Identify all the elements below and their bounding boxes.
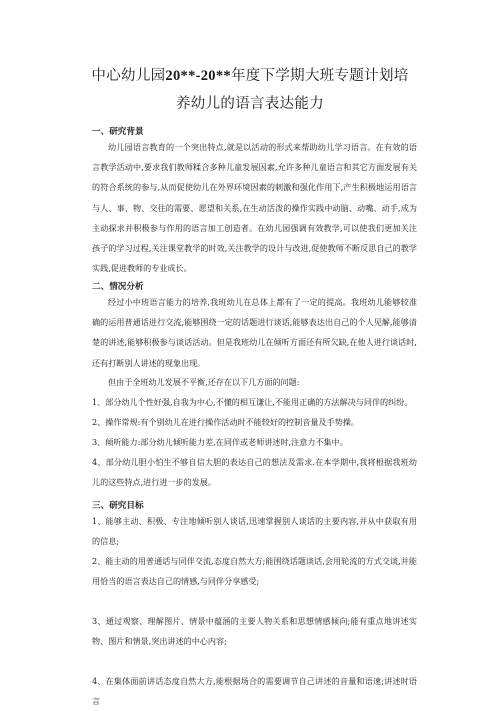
list-item: 1、部分幼儿个性好强,自我为中心,不懂的相互谦让,不能用正确的方法解决与同伴的纠纷。	[92, 397, 413, 407]
list-item: 3、通过观察、理解图片、情景中蕴涵的主要人物关系和思想情感倾向;能有重点地讲述实物、图片和情景,突出讲述的中心内容;	[92, 616, 417, 647]
document-title-line-1	[0, 64, 500, 85]
section-paragraph-analysis: 经过小中班语言能力的培养,我班幼儿在总体上都有了一定的提高。我班幼儿能够较准确的运用普通话进行交流,能够围绕一定的话题进行谈话,能够表达出自己的个人见解,能够清楚的讲述,能够积极参与谈话活动。但是我班幼儿在倾听方面还有所欠缺,在他人进行谈话时,还有打断别人讲述的现象出现。	[92, 297, 417, 368]
title-year: 20**-20**	[165, 68, 231, 84]
section-paragraph-analysis-2: 但由于全班幼儿发展不平衡,还存在以下几方面的问题:	[108, 377, 300, 387]
title-prefix: 中心幼儿园	[91, 68, 166, 84]
document-title-line-2: 养幼儿的语言表达能力	[176, 96, 324, 112]
section-heading-analysis: 二、情况分析	[92, 282, 144, 292]
section-paragraph-background: 幼儿园语言教育的一个突出特点,就是以活动的形式来帮助幼儿学习语言。在有效的语言教学活动中,要求我们教师糅合多种儿童发展因素,允许多种儿童语言和其它方面发展有关的符合系统的参与,从而促使幼儿在外界环境因素的刺激和强化作用下,产生积极地运用语言与人、事、物、交往的需要、愿望和关系,在生动活泼的操作实践中动脑、动嘴、动手,成为主动探求并积极参与作用的语言加工创造者。在幼儿园强调有效教学,可以使我们更加关注孩子的学习过程,关注课堂教学的时效,关注教学的设计与改进,促使教师不断反思自己的教学实践,促进教师的专业成长。	[92, 142, 417, 274]
list-item: 3、倾听能力:部分幼儿倾听能力差,在同伴或老师讲述时,注意力不集中。	[92, 437, 348, 447]
list-item: 4、部分幼儿胆小怕生不够自信大胆的表达自己的想法及需求.在本学期中,我将根据我班幼儿的这些特点,进行进一步的发展。	[92, 457, 417, 488]
section-heading-goals: 三、研究目标	[92, 501, 144, 511]
list-item: 2、能主动的用普通话与同伴交流,态度自然大方;能围绕话题谈话,会用轮流的方式交谈,并能用恰当的语言表达自己的情感,与同伴分享感受;	[92, 556, 417, 587]
title-suffix: 年度下学期大班专题计划培	[230, 68, 409, 84]
list-item: 1、能够主动、积极、专注地倾听别人谈话,迅速掌握别人谈话的主要内容,并从中获取有用的信息;	[92, 516, 417, 547]
list-item: 2、操作常规:有个别幼儿在进行操作活动时不能较好的控制音量及手势操。	[92, 417, 359, 427]
list-item: 4、在集体面前讲话态度自然大方,能根据场合的需要调节自己讲述的音量和语速;讲述时语言	[92, 676, 417, 707]
section-heading-background: 一、研究背景	[92, 127, 144, 137]
